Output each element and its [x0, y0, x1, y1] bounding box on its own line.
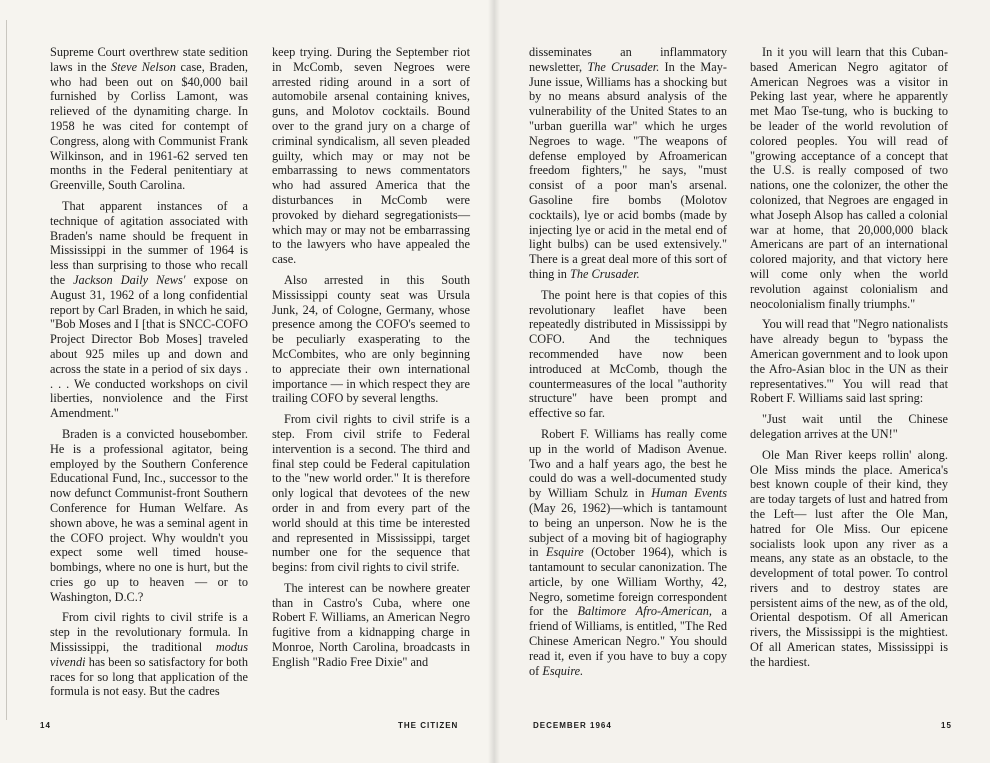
- paragraph: The point here is that copies of this revolutionary leaflet have been repeatedly distributed in Mississippi by COFO. And the techniques recommended have now been introduced at McComb, though the countermeasures of the local "authority structure" have been prompt and effective so far.: [529, 287, 727, 421]
- right-page: [494, 0, 990, 763]
- paragraph: keep trying. During the September riot in McComb, seven Negroes were arrested riding around in a sort of automobile arsenal containing knives, guns, and Molotov cocktails. Bound over to the grand jury on a charge of criminal syndicalism, all seven pleaded guilty, which may or may not be embarrassing to news commentators who had assured America that the disturbances in McComb were provoked by diehard segregationists— which may or may not be embarrassing to the lawyers who have appealed the case.: [272, 45, 470, 267]
- text-column-3: [529, 45, 727, 684]
- italic-title: Human Events: [651, 486, 727, 501]
- paragraph: "Just wait until the Chinese delegation arrives at the UN!": [750, 412, 948, 441]
- italic-title: Esquire: [545, 545, 584, 560]
- paragraph: Robert F. Williams has really come up in the world of Madison Avenue. Two and a half years ago, the best he could do was a well-documented study by William Schulz in Human Events (May 26, 1962)—which is tantamount to being an unperson. Now he is the subject of a moving bit of hagiography in Esquire (October 1964), which is tantamount to secular canonization. The article, by one William Worthy, 42, Negro, sometime foreign correspondent for the Baltimore Afro-American, a friend of Williams, is entitled, "The Red Chinese American Negro." You should read it, even if you have to buy a copy of Esquire.: [529, 426, 728, 678]
- paragraph: You will read that "Negro nationalists have already begun to 'bypass the American government and to look upon the Afro-Asian bloc in the UN as their representatives.'" You will read that Robert F. Williams said last spring:: [750, 317, 948, 406]
- paragraph: disseminates an inflammatory newsletter, The Crusader. In the May-June issue, Williams has a shocking but by no means absurd analysis of the vulnerability of the United States to an "urban guerilla war" which he urges Negroes to wage. "The weapons of defense employed by Afroamerican freedom fighters," he says, "must consist of a poor man's arsenal. Gasoline fire bombs (Molotov cocktails), lye or acid bombs (made by injecting lye or acid in the metal end of light bulbs) can be used extensively." There is a great deal more of this sort of thing in The Crusader.: [529, 45, 727, 281]
- paragraph: Ole Man River keeps rollin' along. Ole Miss minds the place. America's best known couple of their kind, they are today targets of lust and hatred from the Left— lust after the Ole Man, hatred for Ole Miss. Our epicene socialists look upon any river as a means, any state as an obstacle, to the development of total power. To control rivers and to destroy states are persistent aims of the new, as of the old, Oriental despotism. Of all American rivers, the Mississippi is the mightiest. Of all American states, Mississippi is the hardiest.: [750, 447, 948, 669]
- right-page-number: 15: [941, 721, 952, 730]
- paragraph: Also arrested in this South Mississippi county seat was Ursula Junk, 24, of Cologne, Germany, whose presence among the COFO's seemed to be peculiarly exasperating to the McCombites, who are only beginning to appreciate their own international importance — in which respect they are trailing COFO by several lengths.: [272, 272, 470, 406]
- center-gutter: [488, 0, 500, 763]
- left-page: [0, 0, 494, 763]
- page-edge-line: [6, 20, 7, 720]
- text-column-4: [750, 45, 948, 676]
- magazine-title: THE CITIZEN: [398, 721, 459, 730]
- italic-title: Jackson Daily News': [73, 272, 186, 287]
- text-column-2: [272, 45, 470, 676]
- italic-title: Baltimore Afro-American,: [577, 604, 712, 619]
- issue-date: DECEMBER 1964: [533, 721, 612, 730]
- italic-title: Esquire.: [542, 663, 584, 678]
- paragraph: That apparent instances of a technique of agitation associated with Braden's name should be frequent in Mississippi in the summer of 1964 is less than surprising to those who recall the Jackson Daily News' expose on August 31, 1962 of a long confidential report by Carl Braden, in which he said, "Bob Moses and I [that is SNCC-COFO Project Director Bob Moses] traveled about 925 miles up and down and across the state in a period of six days . . . . We conducted workshops on civil liberties, nonviolence and the First Amendment.": [50, 198, 248, 421]
- paragraph: Braden is a convicted housebomber. He is a professional agitator, being employed by the Southern Conference Educational Fund, Inc., successor to the now defunct Communist-front Southern Conference for Human Welfare. As shown above, he was a seminal agent in the COFO project. Why wouldn't you expect some well timed house-bombings, where no one is hurt, but the cries go up to heaven — or to Washington, D.C.?: [50, 426, 248, 604]
- italic-title: Steve Nelson: [111, 59, 176, 74]
- left-page-number: 14: [40, 721, 51, 730]
- paragraph: In it you will learn that this Cuban-based American Negro agitator of American Negroes was a visitor in Peking last year, where he apparently met Mao Tse-tung, who is bucking to be leader of the world revolution of colored peoples. You will read of "growing acceptance of a concept that the U.S. is really composed of two nations, one the colonizer, the other the colonized, that Negroes are engaged in what Joseph Alsop has called a colonial war at home, that 20,000,000 black Americans are part of an international colored majority, and that victory here will come only when the world revolution against colonialism and neocolonialism finally triumphs.": [750, 45, 948, 311]
- paragraph: The interest can be nowhere greater than in Castro's Cuba, where one Robert F. Williams, an American Negro fugitive from a kidnapping charge in Monroe, North Carolina, broadcasts in English "Radio Free Dixie" and: [272, 580, 470, 669]
- italic-title: modus vivendi: [50, 640, 248, 669]
- paragraph: From civil rights to civil strife is a step in the revolutionary formula. In Mississippi, the traditional modus vivendi has been so satisfactory for both races for so long that application of the formula is not easy. But the cadres: [50, 610, 248, 699]
- paragraph: From civil rights to civil strife is a step. From civil strife to Federal intervention is a second. The third and final step could be Federal capitulation to the "new world order." It is therefore only logical that devotees of the new order in and from every part of the world should at this time be interested and represented in Mississippi, target number one for the sequence that begins: from civil rights to civil strife.: [272, 412, 470, 575]
- paragraph: Supreme Court overthrew state sedition laws in the Steve Nelson case, Braden, who had been out on $40,000 bail furnished by Corliss Lamont, was relieved of the dynamiting charge. In 1958 he was cited for contempt of Congress, along with Communist Frank Wilkinson, and in 1961-62 served ten months in the Federal penitentiary at Greenville, South Carolina.: [50, 45, 249, 193]
- italic-title: The Crusader.: [570, 266, 640, 281]
- italic-title: The Crusader.: [587, 59, 660, 74]
- text-column-1: [50, 45, 248, 705]
